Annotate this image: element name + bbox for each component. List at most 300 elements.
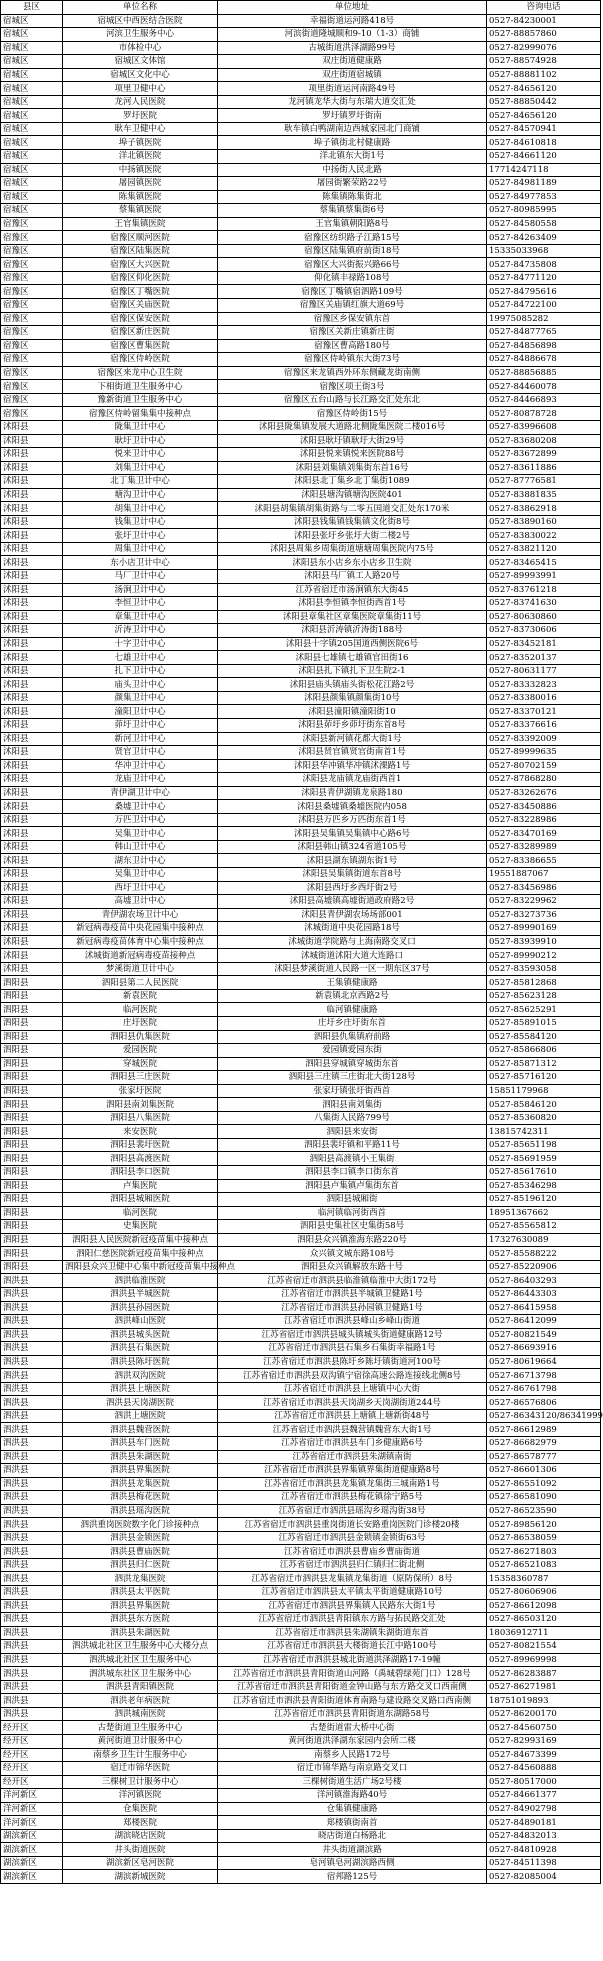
- cell-district: 泗阳县: [1, 1098, 63, 1112]
- table-row: [1, 678, 601, 692]
- cell-phone: 0527-84673399: [487, 1748, 601, 1762]
- cell-district: 泗洪县: [1, 1491, 63, 1505]
- cell-phone: 18036912711: [487, 1626, 601, 1640]
- cell-unit-name: 宿城区文化中心: [63, 68, 218, 82]
- cell-phone: 0527-83862918: [487, 502, 601, 516]
- table-row: [1, 895, 601, 909]
- cell-unit-address: 宿迁市锦华路与南京路交叉口: [218, 1762, 487, 1776]
- cell-district: 泗阳县: [1, 1030, 63, 1044]
- table-row: [1, 1518, 601, 1532]
- cell-unit-name: 胡集卫计中心: [63, 502, 218, 516]
- cell-unit-address: 泗阳县史集社区史集街58号: [218, 1220, 487, 1234]
- cell-district: 沭阳县: [1, 868, 63, 882]
- cell-unit-address: 沭城街道中央花园路18号: [218, 922, 487, 936]
- table-row: [1, 868, 601, 882]
- cell-unit-name: 泗洪县青阳镇医院: [63, 1680, 218, 1694]
- cell-unit-address: 郑楼镇街南首: [218, 1816, 487, 1830]
- table-row: [1, 1315, 601, 1329]
- cell-district: 泗阳县: [1, 1003, 63, 1017]
- table-row: [1, 1382, 601, 1396]
- cell-unit-address: 王集镇健康路: [218, 976, 487, 990]
- cell-unit-name: 泗洪龙集医院: [63, 1572, 218, 1586]
- cell-unit-name: 泗洪县东方医院: [63, 1613, 218, 1627]
- cell-unit-address: 黄河街道洪泽湖东家园内会所二楼: [218, 1735, 487, 1749]
- table-row: [1, 1748, 601, 1762]
- header-phone: 咨询电话: [487, 1, 601, 15]
- table-row: [1, 1396, 601, 1410]
- cell-unit-address: 江苏省宿迁市泗洪县魏营镇魏营东大街1号: [218, 1423, 487, 1437]
- cell-unit-name: 屠园镇医院: [63, 177, 218, 191]
- table-row: [1, 786, 601, 800]
- table-row: [1, 68, 601, 82]
- cell-unit-name: 宿豫区丁嘴医院: [63, 285, 218, 299]
- cell-district: 沭阳县: [1, 813, 63, 827]
- cell-district: 泗洪县: [1, 1355, 63, 1369]
- table-header: [1, 1, 601, 15]
- cell-district: 沭阳县: [1, 962, 63, 976]
- cell-district: 泗阳县: [1, 1044, 63, 1058]
- cell-district: 宿豫区: [1, 244, 63, 258]
- cell-district: 泗阳县: [1, 1220, 63, 1234]
- cell-unit-address: 晓店街道白杨路北: [218, 1829, 487, 1843]
- cell-phone: 0527-84570941: [487, 122, 601, 136]
- cell-unit-name: 豫新街道卫生服务中心: [63, 393, 218, 407]
- cell-district: 泗阳县: [1, 976, 63, 990]
- cell-district: 湖滨新区: [1, 1856, 63, 1870]
- cell-district: 宿豫区: [1, 271, 63, 285]
- cell-district: 宿城区: [1, 136, 63, 150]
- cell-phone: 0527-83939910: [487, 935, 601, 949]
- cell-district: 宿城区: [1, 14, 63, 28]
- cell-phone: 0527-84856898: [487, 339, 601, 353]
- cell-phone: 0527-85691959: [487, 1152, 601, 1166]
- table-row: [1, 976, 601, 990]
- cell-district: 沭阳县: [1, 840, 63, 854]
- cell-unit-name: 卢集医院: [63, 1179, 218, 1193]
- cell-unit-name: 新河卫计中心: [63, 732, 218, 746]
- cell-unit-address: 沭阳县胡集镇胡集街路与二零五国道交汇处东170米: [218, 502, 487, 516]
- cell-phone: 0527-85346298: [487, 1179, 601, 1193]
- cell-phone: 0527-83821120: [487, 542, 601, 556]
- cell-phone: 0527-86200170: [487, 1707, 601, 1721]
- cell-district: 泗洪县: [1, 1450, 63, 1464]
- cell-phone: 0527-83761218: [487, 583, 601, 597]
- cell-unit-address: 江苏省宿迁市泗洪县太平镇太平街道健康路10号: [218, 1585, 487, 1599]
- cell-district: 沭阳县: [1, 420, 63, 434]
- cell-district: 泗洪县: [1, 1274, 63, 1288]
- cell-phone: 0527-85651198: [487, 1138, 601, 1152]
- cell-unit-address: 沭阳县北丁集乡北丁集街1089: [218, 475, 487, 489]
- cell-unit-address: 中扬街人民北路: [218, 163, 487, 177]
- cell-unit-address: 泗阳县南刘集街: [218, 1098, 487, 1112]
- cell-phone: 0527-80985995: [487, 204, 601, 218]
- cell-phone: 0527-86612098: [487, 1599, 601, 1613]
- table-row: [1, 732, 601, 746]
- cell-phone: 0527-85196120: [487, 1193, 601, 1207]
- cell-unit-address: 沭阳县扎下镇扎下卫生院2-1: [218, 664, 487, 678]
- cell-district: 湖滨新区: [1, 1870, 63, 1884]
- cell-unit-address: 宿豫区关新庄镇新庄街: [218, 326, 487, 340]
- table-row: [1, 326, 601, 340]
- table-row: [1, 1653, 601, 1667]
- cell-unit-name: 宿城区文体馆: [63, 55, 218, 69]
- cell-district: 泗阳县: [1, 1138, 63, 1152]
- cell-phone: 0527-85588222: [487, 1247, 601, 1261]
- cell-unit-name: 宿豫区来龙中心卫生院: [63, 366, 218, 380]
- cell-unit-address: 江苏省宿迁市泗洪县青阳街道金钟山路与东方路交叉口西南侧: [218, 1680, 487, 1694]
- table-row: [1, 664, 601, 678]
- cell-district: 泗洪县: [1, 1287, 63, 1301]
- cell-unit-address: 沭阳县桑墟镇桑墟医院内058: [218, 800, 487, 814]
- cell-unit-name: 青伊湖卫计中心: [63, 786, 218, 800]
- cell-district: 宿城区: [1, 95, 63, 109]
- cell-district: 泗洪县: [1, 1626, 63, 1640]
- cell-phone: 0527-85866806: [487, 1044, 601, 1058]
- cell-district: 泗洪县: [1, 1694, 63, 1708]
- cell-phone: 0527-83730606: [487, 624, 601, 638]
- cell-unit-address: 江苏省宿迁市泗洪县车门乡健康路6号: [218, 1436, 487, 1450]
- cell-unit-address: 沭阳县华冲镇华冲镇沭溧路1号: [218, 759, 487, 773]
- cell-phone: 0527-84230001: [487, 14, 601, 28]
- table-row: [1, 597, 601, 611]
- cell-district: 泗洪县: [1, 1369, 63, 1383]
- cell-unit-name: 十字卫计中心: [63, 637, 218, 651]
- cell-unit-name: 泗洪县界集医院: [63, 1599, 218, 1613]
- cell-unit-address: 宿豫区五台山路与长江路交汇处东北: [218, 393, 487, 407]
- cell-district: 泗阳县: [1, 1233, 63, 1247]
- cell-unit-name: 泗洪县瑶沟医院: [63, 1504, 218, 1518]
- cell-phone: 0527-80878728: [487, 407, 601, 421]
- cell-unit-address: 新袁镇北京西路2号: [218, 989, 487, 1003]
- cell-district: 宿豫区: [1, 231, 63, 245]
- table-row: [1, 1260, 601, 1274]
- cell-phone: 0527-85360820: [487, 1111, 601, 1125]
- cell-unit-name: 泗洪县车门医院: [63, 1436, 218, 1450]
- table-row: [1, 705, 601, 719]
- table-row: [1, 1829, 601, 1843]
- cell-phone: 0527-83450886: [487, 800, 601, 814]
- cell-unit-address: 宿豫区大兴街振兴路66号: [218, 258, 487, 272]
- table-row: [1, 1613, 601, 1627]
- cell-district: 经开区: [1, 1735, 63, 1749]
- cell-unit-name: 刘集卫计中心: [63, 461, 218, 475]
- table-row: [1, 1125, 601, 1139]
- cell-unit-address: 幸福街道运河路418号: [218, 14, 487, 28]
- cell-phone: 19551887067: [487, 868, 601, 882]
- cell-phone: 0527-84656120: [487, 109, 601, 123]
- cell-unit-address: 埠子镇街北村健康路: [218, 136, 487, 150]
- cell-unit-address: 蔡集镇蔡集街6号: [218, 204, 487, 218]
- table-row: [1, 217, 601, 231]
- table-row: [1, 353, 601, 367]
- cell-phone: 0527-80517000: [487, 1775, 601, 1789]
- cell-phone: 0527-86403293: [487, 1274, 601, 1288]
- cell-unit-name: 泗洪上塘医院: [63, 1409, 218, 1423]
- cell-phone: 19975085282: [487, 312, 601, 326]
- cell-district: 沭阳县: [1, 475, 63, 489]
- cell-phone: 0527-89990212: [487, 949, 601, 963]
- table-row: [1, 1355, 601, 1369]
- cell-unit-address: 泗阳县众兴镇解放东路十号: [218, 1260, 487, 1274]
- cell-district: 泗洪县: [1, 1436, 63, 1450]
- cell-unit-name: 宿豫区侍岭医院: [63, 353, 218, 367]
- table-row: [1, 1111, 601, 1125]
- cell-unit-address: 沭阳县陇集镇发展大道路北侧陇集医院二楼016号: [218, 420, 487, 434]
- cell-unit-name: 三棵树卫计服务中心: [63, 1775, 218, 1789]
- cell-phone: 0527-84832013: [487, 1829, 601, 1843]
- cell-phone: 0527-86283887: [487, 1667, 601, 1681]
- cell-district: 沭阳县: [1, 637, 63, 651]
- cell-phone: 0527-83996608: [487, 420, 601, 434]
- cell-phone: 0527-83392009: [487, 732, 601, 746]
- cell-unit-name: 泗阳县八集医院: [63, 1111, 218, 1125]
- cell-unit-name: 泗阳县李口医院: [63, 1166, 218, 1180]
- cell-unit-address: 江苏省宿迁市泗洪县朱湖镇朱湖街道东首: [218, 1626, 487, 1640]
- table-row: [1, 1057, 601, 1071]
- cell-unit-name: 泗阳县城厢医院: [63, 1193, 218, 1207]
- cell-district: 湖滨新区: [1, 1829, 63, 1843]
- table-row: [1, 1044, 601, 1058]
- cell-district: 泗阳县: [1, 1017, 63, 1031]
- cell-unit-name: 周集卫计中心: [63, 542, 218, 556]
- cell-unit-address: 双庄街道宿城镇: [218, 68, 487, 82]
- cell-phone: 0527-86682979: [487, 1436, 601, 1450]
- cell-district: 宿城区: [1, 68, 63, 82]
- cell-district: 泗阳县: [1, 1260, 63, 1274]
- cell-unit-name: 泗阳县高渡医院: [63, 1152, 218, 1166]
- cell-unit-name: 泗洪县金锁医院: [63, 1531, 218, 1545]
- cell-district: 沭阳县: [1, 691, 63, 705]
- cell-phone: 0527-89999635: [487, 746, 601, 760]
- cell-phone: 0527-83289989: [487, 840, 601, 854]
- cell-phone: 0527-80606906: [487, 1585, 601, 1599]
- cell-unit-name: 高墟卫计中心: [63, 895, 218, 909]
- table-row: [1, 271, 601, 285]
- cell-unit-name: 耿圩卫计中心: [63, 434, 218, 448]
- cell-unit-name: 东小店卫计中心: [63, 556, 218, 570]
- cell-phone: 0527-88856885: [487, 366, 601, 380]
- cell-district: 宿城区: [1, 150, 63, 164]
- cell-district: 沭阳县: [1, 651, 63, 665]
- table-row: [1, 691, 601, 705]
- cell-unit-address: 江苏省宿迁市泗洪县界集镇界集街道健康路8号: [218, 1464, 487, 1478]
- cell-phone: 0527-84877765: [487, 326, 601, 340]
- cell-phone: 0527-89969998: [487, 1653, 601, 1667]
- cell-district: 沭阳县: [1, 922, 63, 936]
- cell-unit-address: 江苏省宿迁市泗洪县青阳街道东湖路58号: [218, 1707, 487, 1721]
- cell-unit-name: 泗洪县城头医院: [63, 1328, 218, 1342]
- cell-phone: 0527-88574928: [487, 55, 601, 69]
- cell-unit-address: 泗阳县穿城镇穿城街东首: [218, 1057, 487, 1071]
- cell-district: 泗洪县: [1, 1613, 63, 1627]
- cell-phone: 0527-80631177: [487, 664, 601, 678]
- cell-unit-address: 江苏省宿迁市泗洪县石集乡石集街幸福路1号: [218, 1342, 487, 1356]
- cell-district: 泗洪县: [1, 1518, 63, 1532]
- cell-district: 沭阳县: [1, 895, 63, 909]
- cell-phone: 0527-86578777: [487, 1450, 601, 1464]
- cell-district: 宿城区: [1, 163, 63, 177]
- cell-phone: 0527-84886678: [487, 353, 601, 367]
- cell-unit-address: 宿豫区曹高路180号: [218, 339, 487, 353]
- cell-unit-address: 江苏省宿迁市泗洪县龙集镇龙集街三城南路1号: [218, 1477, 487, 1491]
- cell-unit-name: 桑墟卫计中心: [63, 800, 218, 814]
- cell-unit-name: 泗阳县三庄医院: [63, 1071, 218, 1085]
- table-row: [1, 1138, 601, 1152]
- cell-phone: 0527-86523590: [487, 1504, 601, 1518]
- cell-district: 沭阳县: [1, 515, 63, 529]
- cell-unit-name: 湖东卫计中心: [63, 854, 218, 868]
- cell-phone: 0527-83520137: [487, 651, 601, 665]
- table-row: [1, 380, 601, 394]
- cell-district: 沭阳县: [1, 908, 63, 922]
- cell-phone: 0527-83470169: [487, 827, 601, 841]
- cell-unit-address: 沭阳县颜集镇颜集街10号: [218, 691, 487, 705]
- cell-unit-name: 宿豫区曹集医院: [63, 339, 218, 353]
- cell-district: 宿豫区: [1, 339, 63, 353]
- cell-phone: 0527-84656120: [487, 82, 601, 96]
- table-row: [1, 800, 601, 814]
- cell-unit-address: 古楚街道雷大桥中心街: [218, 1721, 487, 1735]
- cell-unit-name: 泗洪城南医院: [63, 1707, 218, 1721]
- cell-phone: 0527-82999076: [487, 41, 601, 55]
- cell-unit-name: 塘沟卫计中心: [63, 488, 218, 502]
- table-row: [1, 163, 601, 177]
- cell-phone: 17714247118: [487, 163, 601, 177]
- cell-district: 宿豫区: [1, 353, 63, 367]
- cell-unit-address: 沭城街道学院路与上海南路交叉口: [218, 935, 487, 949]
- cell-unit-address: 泗阳县裴圩镇和平路11号: [218, 1138, 487, 1152]
- table-row: [1, 1247, 601, 1261]
- cell-unit-name: 龙河人民医院: [63, 95, 218, 109]
- cell-unit-name: 泗洪县陈圩医院: [63, 1355, 218, 1369]
- cell-unit-address: 双庄街道健康路: [218, 55, 487, 69]
- cell-unit-address: 江苏省宿迁市泗洪县青阳镇东方路与拓民路交汇处: [218, 1613, 487, 1627]
- cell-unit-address: 沭阳县贤官镇贤官街南首1号: [218, 746, 487, 760]
- cell-district: 泗洪县: [1, 1396, 63, 1410]
- table-row: [1, 1477, 601, 1491]
- cell-unit-name: 潼阳卫计中心: [63, 705, 218, 719]
- cell-unit-address: 宿豫区纺织路子江路15号: [218, 231, 487, 245]
- cell-unit-name: 吴集卫计中心: [63, 868, 218, 882]
- cell-district: 泗阳县: [1, 1057, 63, 1071]
- cell-unit-name: 中扬镇医院: [63, 163, 218, 177]
- cell-unit-address: 江苏省宿迁市泗洪县半城镇卫健路1号: [218, 1287, 487, 1301]
- cell-district: 宿城区: [1, 28, 63, 42]
- table-row: [1, 637, 601, 651]
- cell-unit-address: 沭阳县周集乡周集街道塘塘周集医院内75号: [218, 542, 487, 556]
- cell-phone: 0527-83332823: [487, 678, 601, 692]
- cell-phone: 0527-84661120: [487, 150, 601, 164]
- table-row: [1, 1856, 601, 1870]
- cell-unit-name: 宿豫区陆集医院: [63, 244, 218, 258]
- cell-phone: 0527-85617610: [487, 1166, 601, 1180]
- cell-phone: 0527-83262676: [487, 786, 601, 800]
- cell-unit-name: 泗洪县半城医院: [63, 1287, 218, 1301]
- table-row: [1, 1775, 601, 1789]
- cell-unit-address: 临河镇健康路: [218, 1003, 487, 1017]
- cell-unit-address: 江苏省宿迁市泗洪县上塘镇中心大街: [218, 1382, 487, 1396]
- cell-district: 泗阳县: [1, 1125, 63, 1139]
- table-row: [1, 122, 601, 136]
- cell-unit-address: 江苏省宿迁市泗洪县上塘镇上塘新街48号: [218, 1409, 487, 1423]
- table-row: [1, 583, 601, 597]
- cell-unit-address: 仓集镇健康路: [218, 1802, 487, 1816]
- cell-unit-address: 江苏省宿迁市泗洪县峰山乡峰山街道: [218, 1315, 487, 1329]
- cell-unit-name: 宿豫区新庄医院: [63, 326, 218, 340]
- cell-district: 沭阳县: [1, 705, 63, 719]
- cell-phone: 0527-83380016: [487, 691, 601, 705]
- cell-district: 沭阳县: [1, 610, 63, 624]
- table-row: [1, 1098, 601, 1112]
- table-row: [1, 827, 601, 841]
- cell-district: 沭阳县: [1, 434, 63, 448]
- table-row: [1, 1599, 601, 1613]
- cell-unit-address: 庄圩乡庄圩街东首: [218, 1017, 487, 1031]
- cell-unit-address: 沭阳县湖东镇湖东街1号: [218, 854, 487, 868]
- cell-district: 宿豫区: [1, 217, 63, 231]
- cell-unit-name: 市体检中心: [63, 41, 218, 55]
- cell-unit-address: 洋北镇东大街1号: [218, 150, 487, 164]
- cell-phone: 13815742311: [487, 1125, 601, 1139]
- cell-district: 泗洪县: [1, 1464, 63, 1478]
- cell-unit-name: 仓集医院: [63, 1802, 218, 1816]
- cell-unit-name: 泗洪老年病医院: [63, 1694, 218, 1708]
- cell-district: 泗洪县: [1, 1477, 63, 1491]
- cell-unit-name: 新冠病毒疫苗体育中心集中接种点: [63, 935, 218, 949]
- cell-district: 宿豫区: [1, 366, 63, 380]
- cell-unit-address: 宿豫区陆集镇府前街18号: [218, 244, 487, 258]
- table-row: [1, 1450, 601, 1464]
- cell-phone: 0527-83370121: [487, 705, 601, 719]
- cell-district: 湖滨新区: [1, 1843, 63, 1857]
- cell-unit-name: 泗洪县梅花医院: [63, 1491, 218, 1505]
- cell-unit-address: 泗阳县卢集镇卢集街东首: [218, 1179, 487, 1193]
- table-row: [1, 935, 601, 949]
- cell-phone: 0527-87776581: [487, 475, 601, 489]
- cell-unit-address: 宿邦路125号: [218, 1870, 487, 1884]
- cell-district: 沭阳县: [1, 569, 63, 583]
- cell-unit-address: 江苏省宿迁市泗洪县金锁镇金锁街63号: [218, 1531, 487, 1545]
- cell-district: 沭阳县: [1, 461, 63, 475]
- cell-unit-name: 宿豫区顺河医院: [63, 231, 218, 245]
- cell-unit-address: 沭阳县马厂镇工人路20号: [218, 569, 487, 583]
- cell-unit-address: 泗阳县李口镇李口街东首: [218, 1166, 487, 1180]
- cell-unit-address: 沭阳县钱集镇钱集镇文化街8号: [218, 515, 487, 529]
- cell-unit-address: 江苏省宿迁市泗洪县孙园镇卫健路1号: [218, 1301, 487, 1315]
- cell-district: 经开区: [1, 1762, 63, 1776]
- cell-unit-name: 茆圩卫计中心: [63, 718, 218, 732]
- cell-district: 宿豫区: [1, 285, 63, 299]
- cell-unit-name: 泗洪城北社区卫生服务中心: [63, 1653, 218, 1667]
- cell-district: 沭阳县: [1, 935, 63, 949]
- cell-district: 泗洪县: [1, 1409, 63, 1423]
- cell-unit-name: 宿豫区关庙医院: [63, 299, 218, 313]
- table-row: [1, 136, 601, 150]
- cell-district: 沭阳县: [1, 881, 63, 895]
- table-row: [1, 95, 601, 109]
- cell-unit-address: 江苏省宿迁市泗洪县瑶沟乡瑶沟街38号: [218, 1504, 487, 1518]
- table-row: [1, 1491, 601, 1505]
- cell-unit-address: 江苏省宿迁市泗洪县天岗湖乡天岗湖街道244号: [218, 1396, 487, 1410]
- table-row: [1, 813, 601, 827]
- cell-unit-name: 青伊湖农场卫计中心: [63, 908, 218, 922]
- table-row: [1, 1287, 601, 1301]
- cell-unit-name: 湖滨新城医院: [63, 1870, 218, 1884]
- cell-phone: 0527-80821554: [487, 1640, 601, 1654]
- cell-district: 沭阳县: [1, 800, 63, 814]
- cell-unit-address: 耿车镇白鸭湖南边西城家园北门商铺: [218, 122, 487, 136]
- cell-district: 泗洪县: [1, 1328, 63, 1342]
